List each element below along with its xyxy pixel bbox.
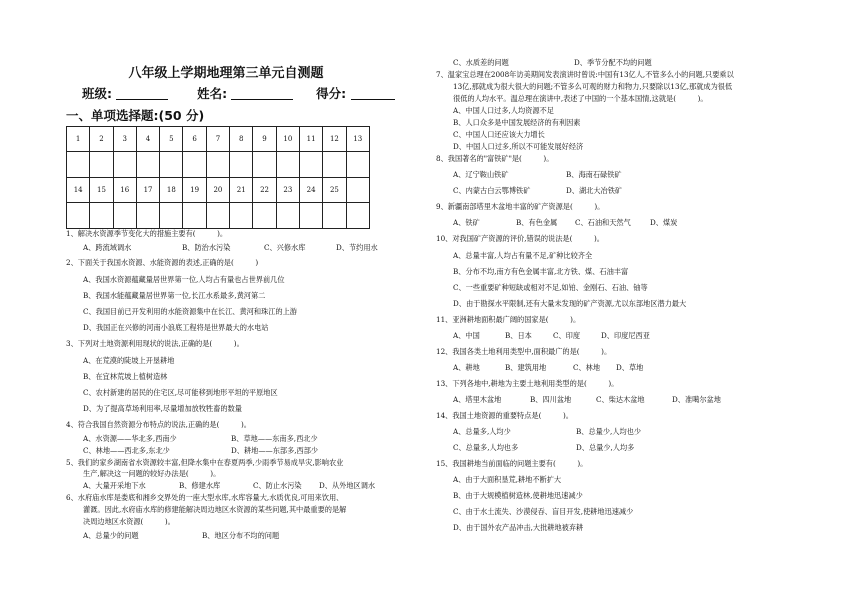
grid-number: 21 (230, 178, 253, 203)
answer-cell[interactable] (136, 203, 159, 229)
grid-number: 23 (276, 178, 299, 203)
option[interactable]: D、节约用水 (336, 243, 378, 252)
question-8: 8、我国著名的"富铁矿"是( )。 (436, 154, 554, 163)
grid-number: 14 (67, 178, 90, 203)
option[interactable]: B、海南石碌铁矿 (566, 170, 622, 179)
option[interactable]: D、准噶尔盆地 (672, 395, 721, 404)
name-blank[interactable] (231, 88, 293, 100)
score-blank[interactable] (351, 88, 395, 100)
option[interactable]: C、柴达木盆地 (596, 395, 645, 404)
grid-number: 10 (276, 127, 299, 152)
answer-cell[interactable] (183, 152, 206, 178)
option[interactable]: D、季节分配不均的问题 (574, 58, 652, 67)
class-blank[interactable] (116, 88, 168, 100)
option[interactable]: A、我国水资源蕴藏量居世界第一位,人均占有量也占世界前几位 (83, 275, 285, 284)
option[interactable]: D、印度尼西亚 (601, 331, 650, 340)
answer-cell[interactable] (113, 152, 136, 178)
option[interactable]: A、跨流域调水 (83, 243, 132, 252)
question-6-line-2: 灌溉。因此,水府庙水库的修建能解决周边地区水资源的某些问题,其中最重要的是解 (83, 505, 347, 514)
answer-cell[interactable] (253, 203, 276, 229)
answer-cell[interactable] (183, 203, 206, 229)
question-4: 4、符合我国自然资源分布特点的说法,正确的是( )。 (66, 420, 251, 429)
option[interactable]: C、我国目前已开发利用的水能资源集中在长江、黄河和珠江的上游 (83, 307, 297, 316)
option[interactable]: D、煤炭 (650, 218, 678, 227)
answer-cell[interactable] (276, 203, 299, 229)
option[interactable]: D、为了提高草场利用率,尽量增加放牧牲畜的数量 (83, 404, 242, 413)
question-6-line-1: 6、水府庙水库是娄底和湘乡交界处的一座大型水库,水库容量大,水质优良,可用来饮用、 (66, 493, 344, 502)
option[interactable]: A、铁矿 (453, 218, 480, 227)
question-5-line-2: 生产,解决这一问题的较好办法是( )。 (83, 469, 221, 478)
grid-number: 6 (183, 127, 206, 152)
option[interactable]: C、一些重要矿种短缺或相对不足,如铂、金刚石、石油、铀等 (453, 283, 648, 292)
grid-number: 8 (230, 127, 253, 152)
option[interactable]: D、从外地区调水 (319, 481, 376, 490)
answer-cell[interactable] (230, 152, 253, 178)
option[interactable]: A、塔里木盆地 (453, 395, 502, 404)
question-6-line-3: 决周边地区水资源( )。 (83, 517, 175, 526)
grid-number: 9 (253, 127, 276, 152)
option[interactable]: C、石油和天然气 (575, 218, 631, 227)
option[interactable]: B、四川盆地 (530, 395, 572, 404)
answer-cell[interactable] (323, 203, 346, 229)
option[interactable]: B、总量少,人均也少 (576, 427, 642, 436)
answer-cell[interactable] (90, 152, 113, 178)
answer-cell[interactable] (113, 203, 136, 229)
answer-cell[interactable] (299, 203, 322, 229)
grid-number: 3 (113, 127, 136, 152)
section-heading: 一、单项选择题:(50 分) (66, 108, 205, 123)
option[interactable]: D、我国正在兴修的河南小浪底工程将是世界最大的水电站 (83, 323, 269, 332)
option[interactable]: A、总量多,人均少 (453, 427, 511, 436)
question-7-line-1: 7、温家宝总理在2008年访美期间发表演讲时曾说:中国有13亿人,不管多么小的问题,只要乘以 (436, 70, 734, 79)
answer-cell[interactable] (299, 152, 322, 178)
question-13: 13、下列各地中,耕地为主要土地利用类型的是( )。 (436, 379, 619, 388)
option[interactable]: C、兴修水库 (264, 243, 306, 252)
answer-cell[interactable] (276, 152, 299, 178)
option[interactable]: C、中国人口还应该大力增长 (453, 130, 545, 139)
option[interactable]: D、由于国外农产品冲击,大批耕地被弃耕 (453, 523, 584, 532)
option[interactable]: D、由于勘探水平限制,还有大量未发现的矿产资源,尤以东部地区潜力最大 (453, 299, 687, 308)
question-14: 14、我国土地资源的重要特点是( )。 (436, 411, 573, 420)
grid-number: 24 (299, 178, 322, 203)
question-2: 2、下面关于我国水资源、水能资源的表述,正确的是( ) (66, 258, 259, 267)
option[interactable]: B、分布不均,南方有色金属丰富,北方铁、煤、石油丰富 (453, 267, 629, 276)
option[interactable]: B、日本 (505, 331, 532, 340)
grid-number: 5 (160, 127, 183, 152)
class-label: 班级: (82, 86, 112, 101)
answer-cell[interactable] (253, 152, 276, 178)
answer-cell[interactable] (67, 152, 90, 178)
option[interactable]: A、总量少的问题 (83, 531, 139, 540)
question-9: 9、新疆南部塔里木盆地丰富的矿产资源是( )。 (436, 202, 605, 211)
option[interactable]: D、湖北大冶铁矿 (566, 186, 623, 195)
option[interactable]: A、中国 (453, 331, 480, 340)
option[interactable]: A、大量开采地下水 (83, 481, 146, 490)
option[interactable]: D、草地 (616, 363, 644, 372)
option[interactable]: C、水质差的问题 (453, 58, 509, 67)
question-15: 15、我国耕地当前面临的问题主要有( )。 (436, 459, 588, 468)
answer-cell[interactable] (346, 152, 369, 178)
answer-cell[interactable] (206, 152, 229, 178)
answer-grid (66, 126, 370, 229)
option[interactable]: B、人口众多是中国发展经济的有利因素 (453, 118, 581, 127)
option[interactable]: A、由于大面积垦荒,耕地不断扩大 (453, 475, 562, 484)
option[interactable]: A、中国人口过多,人均资源不足 (453, 106, 554, 115)
grid-number: 17 (136, 178, 159, 203)
question-10: 10、对我国矿产资源的评价,错误的说法是( )。 (436, 234, 604, 243)
answer-cell[interactable] (67, 203, 90, 229)
option[interactable]: C、农村新建的居民的住宅区,尽可能移到地形平坦的平原地区 (83, 388, 278, 397)
answer-cell[interactable] (136, 152, 159, 178)
grid-number: 16 (113, 178, 136, 203)
option[interactable]: B、修建水库 (179, 481, 221, 490)
question-1: 1、解决水资源季节变化大的措施主要有( )。 (66, 229, 228, 238)
name-label: 姓名: (197, 86, 228, 101)
question-12: 12、我国各类土地利用类型中,面积最广的是( )。 (436, 347, 612, 356)
answer-grid-number-row (67, 178, 370, 203)
option[interactable]: A、总量丰富,人均占有量不足,矿种比较齐全 (453, 251, 593, 260)
answer-grid-answer-row (67, 203, 370, 229)
option[interactable]: C、总量多,人均也多 (453, 443, 519, 452)
question-7-line-2: 13亿,那就成为很大很大的问题;不管多么可观的财力和物力,只要除以13亿,那就成为很低 (453, 82, 733, 91)
grid-number: 7 (206, 127, 229, 152)
score-label: 得分: (316, 86, 347, 101)
option[interactable]: B、在宜林荒坡上植树造林 (83, 372, 168, 381)
option[interactable]: B、由于大规模植树造林,使耕地迅速减少 (453, 491, 583, 500)
grid-number-empty (346, 178, 369, 203)
option[interactable]: C、印度 (553, 331, 581, 340)
option[interactable]: B、建筑用地 (505, 363, 547, 372)
option[interactable]: D、中国人口过多,所以不可能发展好经济 (453, 142, 584, 151)
grid-number: 18 (160, 178, 183, 203)
student-info (82, 84, 395, 102)
option[interactable]: A、水资源——华北多,西南少 (83, 434, 177, 443)
question-3: 3、下列对土地资源利用现状的说法,正确的是( )。 (66, 339, 244, 348)
answer-cell[interactable] (160, 152, 183, 178)
option[interactable]: C、林地 (573, 363, 601, 372)
answer-cell[interactable] (90, 203, 113, 229)
answer-cell[interactable] (206, 203, 229, 229)
option[interactable]: B、防治水污染 (182, 243, 231, 252)
grid-number: 22 (253, 178, 276, 203)
answer-grid-answer-row (67, 152, 370, 178)
grid-number: 1 (67, 127, 90, 152)
question-5-line-1: 5、我们的家乡湖南省水资源较丰富,但降水集中在春夏两季,少雨季节易成旱灾,影响农业 (66, 458, 344, 467)
option[interactable]: C、林地——西北多,东北少 (83, 446, 170, 455)
option[interactable]: B、我国水能蕴藏量居世界第一位,长江水系最多,黄河第二 (83, 291, 266, 300)
answer-cell[interactable] (323, 152, 346, 178)
grid-number: 2 (90, 127, 113, 152)
answer-grid-number-row (67, 127, 370, 152)
grid-number: 13 (346, 127, 369, 152)
option[interactable]: C、内蒙古白云鄂博铁矿 (453, 186, 531, 195)
option[interactable]: D、总量少,人均多 (576, 443, 635, 452)
option[interactable]: A、辽宁鞍山铁矿 (453, 170, 509, 179)
option[interactable]: D、耕地——东部多,西部少 (231, 446, 319, 455)
grid-number: 25 (323, 178, 346, 203)
option[interactable]: C、防止水污染 (253, 481, 302, 490)
option[interactable]: B、有色金属 (516, 218, 558, 227)
option[interactable]: B、草地——东南多,西北少 (231, 434, 318, 443)
option[interactable]: B、地区分布不均的问题 (202, 531, 280, 540)
grid-number: 12 (323, 127, 346, 152)
answer-cell[interactable] (346, 203, 369, 229)
answer-cell[interactable] (160, 203, 183, 229)
question-7-line-3: 很低的人均水平。温总理在演讲中,表述了中国的一个基本国情,这就是( )。 (453, 94, 708, 103)
option[interactable]: A、在荒漠的陡坡上开垦耕地 (83, 356, 175, 365)
question-11: 11、亚洲耕地面积最广阔的国家是( )。 (436, 315, 581, 324)
answer-cell[interactable] (230, 203, 253, 229)
grid-number: 4 (136, 127, 159, 152)
grid-number: 11 (299, 127, 322, 152)
option[interactable]: A、耕地 (453, 363, 480, 372)
page-title: 八年级上学期地理第三单元自测题 (128, 66, 324, 81)
grid-number: 20 (206, 178, 229, 203)
grid-number: 15 (90, 178, 113, 203)
option[interactable]: C、由于水土流失、沙漠侵吞、盲目开发,使耕地迅速减少 (453, 507, 634, 516)
grid-number: 19 (183, 178, 206, 203)
